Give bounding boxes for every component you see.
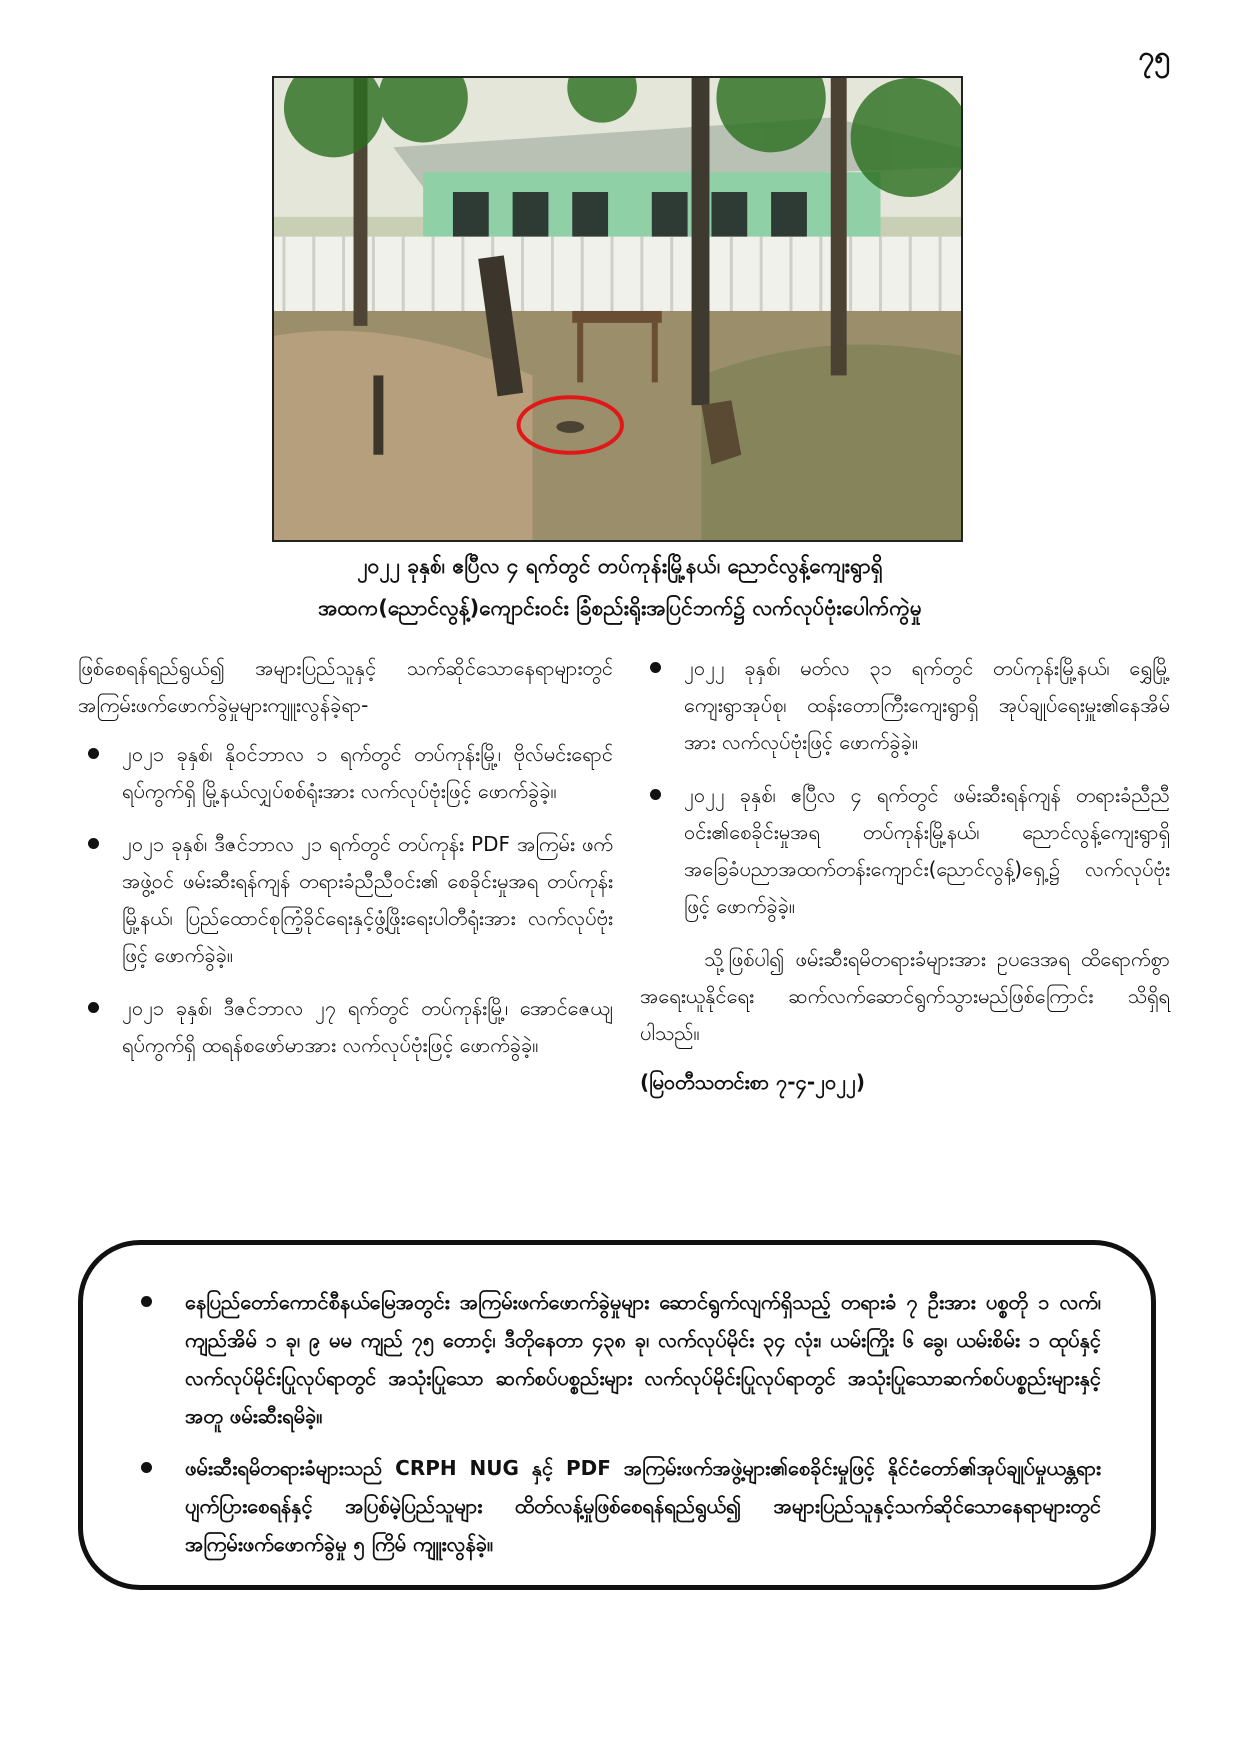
bullet-icon [141,1462,152,1473]
bullet-icon [88,1002,99,1013]
source-citation: (မြဝတီသတင်းစာ ၇-၄-၂၀၂၂) [640,1070,866,1094]
incident-list-right [640,650,1170,925]
list-item: ၂၀၂၁ ခုနှစ်၊ နိုဝင်ဘာလ ၁ ရက်တွင် တပ်ကုန်းမြို့၊ ဗိုလ်မင်းရောင်ရပ်ကွက်ရှိ မြို့နယ်လျှပ်စစ်ရုံးအား လက်လုပ်ဗုံးဖြင့် ဖောက်ခွဲခဲ့။ [78,736,613,810]
list-item: ၂၀၂၂ ခုနှစ်၊ ဧပြီလ ၄ ရက်တွင် ဖမ်းဆီးရန်ကျန် တရားခံညီညီဝင်း၏စေခိုင်းမှုအရ တပ်ကုန်းမြို့နယ်၊ ညောင်လွန့်ကျေးရွာရှိ အခြေခံပညာအထက်တန်းကျောင်း(ညောင်လွန့်)ရှေ့၌ လက်လုပ်ဗုံးဖြင့် ဖောက်ခွဲခဲ့။ [640,777,1170,925]
list-item: ၂၀၂၂ ခုနှစ်၊ မတ်လ ၃၁ ရက်တွင် တပ်ကုန်းမြို့နယ်၊ ရွှေမြို့ကျေးရွာအုပ်စု၊ ထန်းတောကြီးကျေးရွာရှိ အုပ်ချုပ်ရေးမှူး၏နေအိမ်အား လက်လုပ်ဗုံးဖြင့် ဖောက်ခွဲခဲ့။ [640,650,1170,761]
photo-caption-line-2: အထက(ညောင်လွန့်)ကျောင်းဝင်း ခြံစည်းရိုးအပြင်ဘက်၌ လက်လုပ်ဗုံးပေါက်ကွဲမှု [318,596,922,620]
photo-illustration [274,78,961,540]
white-fence [274,237,961,316]
conclusion-paragraph: သို့ဖြစ်ပါ၍ ဖမ်းဆီးရမိတရားခံများအား ဥပဒေအရ ထိရောက်စွာ အရေးယူနိုင်ရေး ဆက်လက်ဆောင်ရွက်သွားမည်ဖြစ်ကြောင်း သိရှိရပါသည်။ [640,947,1170,1045]
intro-paragraph: ဖြစ်စေရန်ရည်ရွယ်၍ အများပြည်သူနှင့် သက်ဆိုင်သောနေရာများတွင် အကြမ်းဖက်ဖောက်ခွဲမှုများကျူးလွန်ခဲ့ရာ- [78,656,613,717]
school-photo [272,76,963,542]
list-item: ၂၀၂၁ ခုနှစ်၊ ဒီဇင်ဘာလ ၂၁ ရက်တွင် တပ်ကုန်း PDF အကြမ်း ဖက်အဖွဲ့ဝင် ဖမ်းဆီးရန်ကျန် တရားခံညီညီဝင်း၏ စေခိုင်းမှုအရ တပ်ကုန်းမြို့နယ်၊ ပြည်ထောင်စုကြံ့ခိုင်ရေးနှင့်ဖွံ့ဖြိုးရေးပါတီရုံးအား လက်လုပ်ဗုံးဖြင့် ဖောက်ခွဲခဲ့။ [78,826,613,974]
left-column [78,650,613,1080]
summary-list [133,1283,1101,1563]
bullet-icon [88,838,99,849]
bullet-icon [88,748,99,759]
list-item: ဖမ်းဆီးရမိတရားခံများသည် CRPH NUG နှင့် PDF အကြမ်းဖက်အဖွဲ့များ၏စေခိုင်းမှုဖြင့် နိုင်ငံတော်၏အုပ်ချုပ်မှုယန္တရားပျက်ပြားစေရန်နှင့် အပြစ်မဲ့ပြည်သူများ ထိတ်လန့်မှုဖြစ်စေရန်ရည်ရွယ်၍ အများပြည်သူနှင့်သက်ဆိုင်သောနေရာများတွင် အကြမ်းဖက်ဖောက်ခွဲမှု ၅ ကြိမ် ကျူးလွန်ခဲ့။ [133,1449,1101,1563]
page-number: ၇၅ [1138,40,1170,73]
summary-box [78,1240,1156,1590]
list-item: ၂၀၂၁ ခုနှစ်၊ ဒီဇင်ဘာလ ၂၇ ရက်တွင် တပ်ကုန်းမြို့၊ အောင်ဇေယျရပ်ကွက်ရှိ ထရန်စဖော်မာအား လက်လုပ်ဗုံးဖြင့် ဖောက်ခွဲခဲ့။ [78,990,613,1064]
bullet-icon [141,1296,152,1307]
incident-list-left [78,736,613,1064]
photo-caption-line-1: ၂၀၂၂ ခုနှစ်၊ ဧပြီလ ၄ ရက်တွင် တပ်ကုန်းမြို့နယ်၊ ညောင်လွန့်ကျေးရွာရှိ [357,554,883,578]
bullet-icon [650,789,661,800]
list-item: နေပြည်တော်ကောင်စီနယ်မြေအတွင်း အကြမ်းဖက်ဖောက်ခွဲမှုများ ဆောင်ရွက်လျက်ရှိသည့် တရားခံ ၇ ဦးအား ပစ္စတို ၁ လက်၊ ကျည်အိမ် ၁ ခု၊ ၉ မမ ကျည် ၇၅ တောင့်၊ ဒီတိုနေတာ ၄၃၈ ခု၊ လက်လုပ်မိုင်း ၃၄ လုံး၊ ယမ်းကြိုး ၆ ခွေ၊ ယမ်းစိမ်း ၁ ထုပ်နှင့် လက်လုပ်မိုင်းပြုလုပ်ရာတွင် အသုံးပြုသော ဆက်စပ်ပစ္စည်းများ လက်လုပ်မိုင်းပြုလုပ်ရာတွင် အသုံးပြုသောဆက်စပ်ပစ္စည်းများနှင့်အတူ ဖမ်းဆီးရမိခဲ့။ [133,1283,1101,1435]
bullet-icon [650,662,661,673]
wooden-table [572,311,661,323]
right-column [640,650,1170,1113]
